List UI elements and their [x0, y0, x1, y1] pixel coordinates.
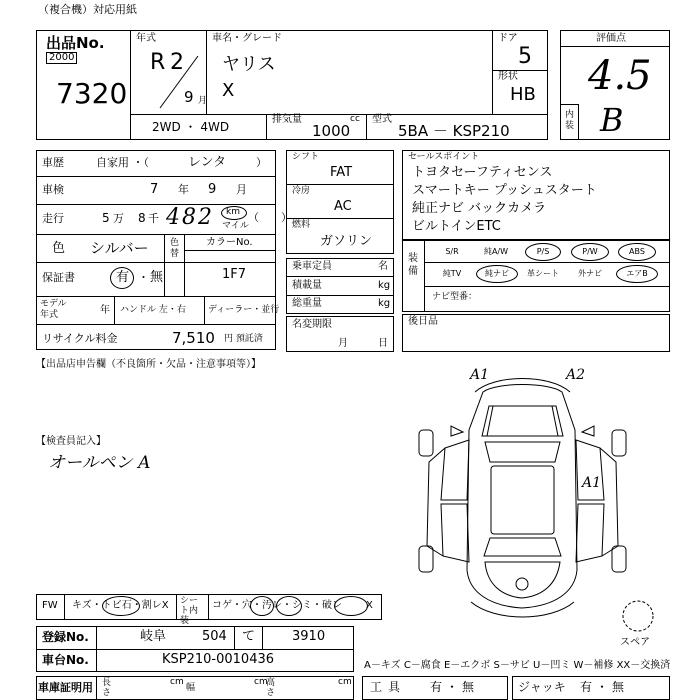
warranty-no: 無: [150, 270, 164, 285]
model-name: ヤリス: [222, 54, 276, 75]
model-label: 車名・グレード: [212, 33, 282, 44]
cert-cm-3: cm: [338, 677, 352, 687]
score-label: 評価点: [596, 33, 626, 44]
exhibitor-label: 【出品店申告欄（不良箇所・欠品・注意事項等）】: [36, 359, 261, 370]
weight-label: 総重量: [292, 298, 322, 309]
equip-sr: S/R: [445, 247, 459, 256]
spare-label: スペア: [620, 637, 650, 648]
equip-alloy: 純A/W: [483, 247, 509, 256]
mileage-hand: 482: [166, 205, 214, 230]
seat-end: X: [366, 600, 373, 611]
tools-value: 有・無: [430, 680, 479, 694]
mileage-sen: 8: [138, 211, 146, 225]
sales-line-3: 純正ナビ バックカメラ: [412, 201, 547, 216]
sales-line-2: スマートキー プッシュスタート: [412, 183, 597, 198]
inspection-month: 9: [208, 182, 217, 197]
sales-label: セールスポイント: [408, 152, 480, 162]
load-unit: kg: [378, 280, 391, 291]
equip-pw: P/W: [582, 247, 598, 256]
cert-cm-2: cm: [254, 677, 268, 687]
chassis-label: 車台No.: [42, 653, 89, 667]
spare-tire-icon: [620, 598, 656, 634]
cert-length: 長さ: [102, 678, 112, 698]
shift-label: シフト: [292, 152, 320, 162]
reg-num: 3910: [292, 629, 326, 644]
equip-navi: 純ナビ: [485, 269, 509, 278]
jack-label: ジャッキ: [518, 680, 566, 694]
equip-abs: ABS: [629, 247, 645, 256]
lot-label: 出品No.: [46, 34, 105, 52]
lot-stamp: 2000: [46, 52, 77, 64]
fw-label: FW: [42, 600, 58, 611]
reg-class: 504: [202, 629, 227, 644]
interior-label: 内装: [565, 110, 575, 131]
mileage-km: km: [226, 207, 240, 217]
inspection-year: 7: [150, 182, 159, 197]
damage-legend: A－キズ C－腐食 E－エクボ S－サビ U－凹ミ W－補修 XX－交換済: [364, 660, 671, 671]
name-change-label: 名変期限: [292, 319, 332, 330]
seat-label: シート内装: [180, 596, 199, 626]
history-label: 車歴: [42, 156, 64, 169]
warranty-yes: 有: [116, 270, 130, 285]
year-value: 2: [170, 50, 184, 75]
navi-model-label: ナビ型番：: [432, 292, 478, 302]
name-change-month: 月: [338, 338, 348, 349]
color-label: 色: [52, 241, 66, 256]
capacity-label: 乗車定員: [292, 261, 332, 272]
year-era: R: [150, 50, 166, 75]
weight-unit: kg: [378, 298, 391, 309]
shape-value: HB: [510, 84, 536, 105]
inspection-month-unit: 月: [236, 183, 247, 196]
type-value: 5BA － KSP210: [398, 122, 510, 140]
model-year-dealer: ディーラー・並行: [208, 305, 280, 315]
shift-value: FAT: [330, 165, 353, 180]
seat-dirt-circle: [276, 596, 302, 616]
type-label: 型式: [372, 114, 392, 125]
year-month-unit: 月: [198, 96, 208, 106]
equipment-label: 装備: [408, 253, 418, 277]
cert-width: 幅: [186, 683, 196, 693]
displacement-unit: cc: [350, 114, 360, 124]
capacity-unit: 名: [378, 261, 388, 272]
reg-label: 登録No.: [42, 630, 89, 644]
fuel-label: 燃料: [292, 220, 311, 230]
history-private: 自家用 ・（: [96, 156, 149, 169]
model-year-label-bot: 年式: [40, 310, 59, 320]
interior-value: B: [600, 101, 624, 139]
tools-label: 工具: [370, 680, 407, 694]
shape-label: 形状: [498, 71, 518, 82]
diagram-mark-2: A2: [566, 367, 586, 383]
drive: 2WD ・ 4WD: [152, 120, 230, 134]
chassis-value: KSP210-0010436: [162, 652, 275, 667]
diagram-mark-1: A1: [470, 367, 490, 383]
seat-tear-circle: [334, 596, 368, 616]
top-note: （複合機）対応用紙: [38, 3, 137, 16]
fuel-value: ガソリン: [320, 234, 373, 249]
recycle-label: リサイクル料金: [42, 332, 118, 345]
car-diagram: [405, 367, 640, 625]
equip-ext-navi: 外ナビ: [578, 269, 602, 278]
seat-text: コゲ・穴・汚レ・シミ・破レ: [212, 600, 342, 611]
color-change-label: 色替: [170, 238, 180, 259]
ac-label: 冷房: [292, 186, 311, 196]
model-year-handle: ハンドル 左・右: [120, 305, 186, 315]
inspector-hand: オールペン A: [48, 453, 151, 473]
inspection-label: 車検: [42, 183, 64, 196]
notes-label: 後日品: [408, 316, 438, 327]
model-grade: X: [222, 80, 235, 101]
inspector-label: 【検査員記入】: [36, 436, 106, 447]
recycle-unit: 円 預託済: [224, 334, 263, 344]
fw-stone-circle: [102, 596, 140, 616]
mileage-label: 走行: [42, 212, 64, 225]
year-label: 年式: [136, 33, 156, 44]
cert-cm-1: cm: [170, 677, 184, 687]
mileage-man: 5: [102, 211, 110, 225]
history-value: レンタ: [188, 155, 227, 170]
cert-height: 高さ: [266, 678, 276, 698]
displacement-value: 1000: [312, 122, 351, 140]
name-change-day: 日: [378, 338, 388, 349]
color-value: シルバー: [90, 239, 149, 257]
warranty-sep: ・: [138, 271, 149, 284]
equip-leather: 革シート: [527, 269, 559, 278]
sales-line-4: ビルトインETC: [412, 219, 501, 234]
inspection-year-unit: 年: [178, 183, 189, 196]
color-code-label: カラーNo.: [206, 237, 253, 248]
score-value: 4.5: [588, 53, 652, 99]
jack-value: 有・無: [580, 680, 629, 694]
seat-hole-circle: [250, 596, 274, 616]
lot-number: 7320: [56, 77, 128, 110]
ac-value: AC: [334, 199, 352, 214]
diagram-mark-3: A1: [582, 475, 602, 491]
door-label: ドア: [498, 33, 518, 44]
fw-text: キズ・トビ石・割レX: [72, 600, 169, 611]
notes-box: [402, 314, 670, 352]
sales-line-1: トヨタセーフティセンス: [412, 165, 553, 180]
displacement-label: 排気量: [272, 114, 302, 125]
cert-label: 車庫証明用: [38, 681, 93, 694]
model-year-unit: 年: [100, 305, 110, 316]
mileage-sen-unit: 千: [148, 212, 159, 225]
warranty-label: 保証書: [42, 271, 75, 284]
equip-airbag: エアB: [626, 269, 648, 278]
year-month: 9: [184, 88, 194, 106]
equip-ps: P/S: [536, 247, 550, 256]
equip-tv: 純TV: [442, 269, 462, 278]
door-value: 5: [518, 44, 532, 69]
history-close: ）: [256, 156, 267, 169]
model-year-label-top: モデル: [40, 299, 67, 309]
color-code: 1F7: [222, 267, 247, 282]
mileage-man-unit: 万: [113, 212, 124, 225]
load-label: 積載量: [292, 280, 322, 291]
mileage-paren: （ ）: [248, 211, 292, 224]
reg-pref: 岐阜: [140, 629, 167, 644]
recycle-value: 7,510: [172, 329, 215, 347]
reg-kana: て: [242, 629, 256, 644]
mileage-mile: マイル: [222, 221, 249, 231]
